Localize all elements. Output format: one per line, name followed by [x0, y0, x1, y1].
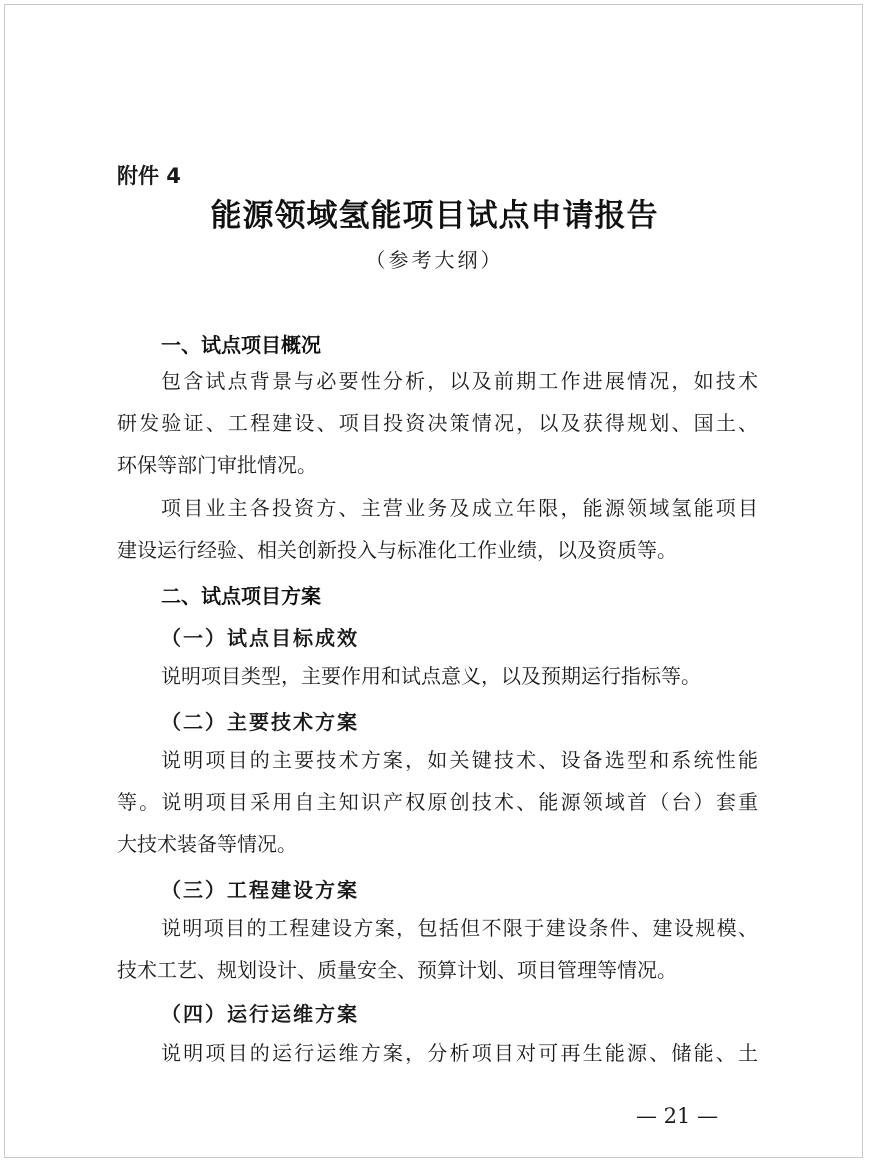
section-heading-1: 一、试点项目概况 [161, 333, 321, 357]
paragraph-line: 等。说明项目采用自主知识产权原创技术、能源领域首（台）套重 [117, 790, 758, 814]
document-subtitle: （参考大纲） [365, 248, 504, 272]
paragraph-line: 研发验证、工程建设、项目投资决策情况，以及获得规划、国土、 [117, 411, 758, 435]
section-heading-2: 二、试点项目方案 [161, 584, 321, 608]
paragraph-line: 环保等部门审批情况。 [117, 453, 317, 477]
subsection-heading-3: （三）工程建设方案 [161, 878, 359, 902]
paragraph-line: 说明项目类型，主要作用和试点意义，以及预期运行指标等。 [161, 664, 701, 688]
paragraph-line: 项目业主各投资方、主营业务及成立年限，能源领域氢能项目 [161, 496, 758, 520]
paragraph-line: 建设运行经验、相关创新投入与标准化工作业绩，以及资质等。 [117, 538, 677, 562]
paragraph-line: 说明项目的主要技术方案，如关键技术、设备选型和系统性能 [161, 748, 758, 772]
subsection-heading-1: （一）试点目标成效 [161, 626, 359, 650]
paragraph-line: 说明项目的运行运维方案，分析项目对可再生能源、储能、土 [161, 1041, 758, 1065]
document-title: 能源领域氢能项目试点申请报告 [210, 198, 659, 234]
page-number: — 21 — [636, 1104, 719, 1128]
paragraph-line: 包含试点背景与必要性分析，以及前期工作进展情况，如技术 [161, 369, 758, 393]
paragraph-line: 技术工艺、规划设计、质量安全、预算计划、项目管理等情况。 [117, 958, 677, 982]
subsection-heading-4: （四）运行运维方案 [161, 1002, 359, 1026]
paragraph-line: 说明项目的工程建设方案，包括但不限于建设条件、建设规模、 [161, 916, 758, 940]
attachment-label: 附件 4 [117, 164, 181, 188]
paragraph-line: 大技术装备等情况。 [117, 832, 297, 856]
subsection-heading-2: （二）主要技术方案 [161, 710, 359, 734]
